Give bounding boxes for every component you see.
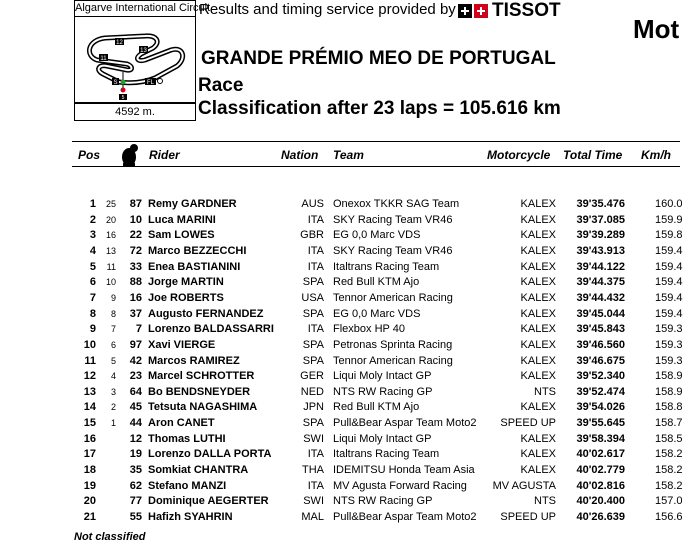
rider-number: 55 bbox=[129, 511, 142, 523]
average-speed: 158.2 bbox=[655, 464, 683, 477]
average-speed: 160.0 bbox=[655, 198, 683, 210]
result-position: 4 bbox=[89, 244, 96, 257]
rider-number: 23 bbox=[129, 370, 142, 383]
average-speed: 158.2 bbox=[655, 448, 683, 461]
average-speed: 159.4 bbox=[655, 244, 683, 257]
result-position: 3 bbox=[89, 229, 96, 242]
table-row bbox=[0, 510, 683, 526]
map-label-11: 11 bbox=[100, 56, 107, 62]
rider-nation: JPN bbox=[303, 401, 324, 414]
grid-position: 7 bbox=[110, 324, 116, 335]
total-time: 39'35.476 bbox=[576, 198, 625, 210]
total-time: 39'45.044 bbox=[576, 307, 625, 320]
motorcycle-make: KALEX bbox=[520, 307, 556, 320]
rider-name: Luca MARINI bbox=[148, 213, 216, 226]
classification-title: Classification after 23 laps = 105.616 km bbox=[198, 98, 561, 119]
result-position: 1 bbox=[89, 198, 96, 210]
average-speed: 158.5 bbox=[655, 432, 683, 445]
not-classified-heading: Not classified bbox=[74, 531, 146, 543]
column-header-total-time: Total Time bbox=[563, 148, 623, 162]
rider-nation: SPA bbox=[302, 276, 324, 289]
grid-position: 13 bbox=[105, 245, 116, 256]
rider-number: 64 bbox=[129, 385, 142, 398]
table-row bbox=[0, 275, 683, 291]
average-speed: 158.7 bbox=[655, 417, 683, 430]
circuit-map-icon bbox=[75, 16, 195, 102]
result-position: 15 bbox=[83, 417, 96, 430]
table-row bbox=[0, 260, 683, 276]
result-position: 17 bbox=[83, 448, 96, 461]
motorcycle-make: NTS bbox=[534, 495, 556, 508]
rider-number: 97 bbox=[129, 338, 142, 351]
result-position: 11 bbox=[84, 354, 96, 367]
average-speed: 159.4 bbox=[655, 291, 683, 304]
team-name: Liqui Moly Intact GP bbox=[333, 432, 432, 445]
team-name: SKY Racing Team VR46 bbox=[333, 213, 453, 226]
result-position: 5 bbox=[89, 260, 96, 273]
average-speed: 158.2 bbox=[655, 479, 683, 492]
motorcycle-make: KALEX bbox=[520, 260, 556, 273]
total-time: 39'46.675 bbox=[576, 354, 625, 367]
table-row bbox=[0, 447, 683, 463]
motorcycle-make: KALEX bbox=[520, 448, 556, 461]
result-position: 18 bbox=[83, 464, 96, 477]
result-position: 2 bbox=[89, 213, 96, 226]
rider-name: Marcel SCHROTTER bbox=[148, 370, 255, 383]
table-row bbox=[0, 322, 683, 338]
circuit-length: 4592 m. bbox=[74, 103, 196, 121]
table-row bbox=[0, 244, 683, 260]
table-row bbox=[0, 416, 683, 432]
circuit-name: Algarve International Circuit bbox=[74, 0, 196, 17]
team-name: IDEMITSU Honda Team Asia bbox=[333, 464, 475, 477]
total-time: 39'37.085 bbox=[576, 213, 625, 226]
rider-number: 77 bbox=[129, 495, 142, 508]
rider-nation: AUS bbox=[301, 198, 324, 210]
motorcycle-make: KALEX bbox=[520, 401, 556, 414]
rider-number: 33 bbox=[129, 260, 142, 273]
motorcycle-make: MV AGUSTA bbox=[492, 479, 556, 492]
rider-name: Thomas LUTHI bbox=[148, 432, 226, 445]
rider-nation: USA bbox=[301, 291, 324, 304]
average-speed: 157.0 bbox=[655, 495, 683, 508]
rider-name: Jorge MARTIN bbox=[148, 276, 224, 289]
rider-number: 62 bbox=[129, 479, 142, 492]
rider-number: 22 bbox=[129, 229, 142, 242]
team-name: Pull&Bear Aspar Team Moto2 bbox=[333, 511, 477, 523]
average-speed: 159.8 bbox=[655, 229, 683, 242]
rider-name: Tetsuta NAGASHIMA bbox=[148, 401, 258, 414]
table-row bbox=[0, 338, 683, 354]
rider-nation: SWI bbox=[303, 495, 324, 508]
average-speed: 159.4 bbox=[655, 260, 683, 273]
average-speed: 156.6 bbox=[655, 511, 683, 523]
team-name: Tennor American Racing bbox=[333, 291, 453, 304]
rider-nation: MAL bbox=[301, 511, 324, 523]
rider-name: Joe ROBERTS bbox=[148, 291, 224, 304]
average-speed: 159.3 bbox=[655, 354, 683, 367]
result-position: 6 bbox=[89, 276, 96, 289]
rider-nation: ITA bbox=[307, 323, 324, 336]
grid-position: 11 bbox=[106, 261, 116, 272]
map-label-fl: FL bbox=[146, 80, 155, 86]
grid-position: 20 bbox=[105, 214, 116, 225]
grid-position: 16 bbox=[105, 230, 116, 241]
team-name: MV Agusta Forward Racing bbox=[333, 479, 467, 492]
motorcycle-make: KALEX bbox=[520, 198, 556, 210]
rider-name: Somkiat CHANTRA bbox=[148, 464, 249, 477]
motorcycle-make: SPEED UP bbox=[500, 417, 556, 430]
session-name: Race bbox=[198, 75, 244, 96]
total-time: 39'52.474 bbox=[576, 385, 625, 398]
team-name: Flexbox HP 40 bbox=[333, 323, 405, 336]
total-time: 39'43.913 bbox=[576, 244, 625, 257]
column-header-nation: Nation bbox=[281, 148, 319, 162]
team-name: Red Bull KTM Ajo bbox=[333, 401, 420, 414]
grid-position: 2 bbox=[110, 402, 116, 413]
rider-number: 35 bbox=[129, 464, 142, 477]
rider-number: 16 bbox=[129, 291, 142, 304]
total-time: 39'44.432 bbox=[576, 291, 625, 304]
rider-name: Hafizh SYAHRIN bbox=[148, 511, 233, 523]
total-time: 40'02.816 bbox=[576, 479, 625, 492]
result-position: 16 bbox=[83, 432, 96, 445]
grid-position: 10 bbox=[105, 277, 116, 288]
column-header-rider: Rider bbox=[149, 148, 180, 162]
average-speed: 159.9 bbox=[655, 213, 683, 226]
tissot-cross-icon bbox=[458, 4, 472, 18]
result-position: 13 bbox=[83, 385, 96, 398]
rider-nation: SWI bbox=[303, 432, 324, 445]
motorcycle-make: KALEX bbox=[520, 276, 556, 289]
average-speed: 159.3 bbox=[655, 338, 683, 351]
tissot-wordmark: TISSOT bbox=[492, 0, 561, 21]
total-time: 39'39.289 bbox=[576, 229, 625, 242]
motorcycle-make: KALEX bbox=[520, 432, 556, 445]
grid-position: 1 bbox=[110, 418, 116, 429]
total-time: 40'02.617 bbox=[576, 448, 625, 461]
table-row bbox=[0, 432, 683, 448]
total-time: 39'55.645 bbox=[576, 417, 625, 430]
motorcycle-make: KALEX bbox=[520, 370, 556, 383]
map-label-12: 12 bbox=[116, 40, 123, 46]
rider-number: 72 bbox=[129, 244, 142, 257]
motorcycle-make: KALEX bbox=[520, 323, 556, 336]
average-speed: 159.3 bbox=[655, 323, 683, 336]
motorcycle-make: KALEX bbox=[520, 213, 556, 226]
rider-number: 44 bbox=[129, 417, 142, 430]
rider-name: Enea BASTIANINI bbox=[148, 260, 241, 273]
motorcycle-make: KALEX bbox=[520, 338, 556, 351]
result-position: 7 bbox=[89, 291, 96, 304]
column-header-pos: Pos bbox=[78, 148, 101, 162]
rider-number: 12 bbox=[129, 432, 142, 445]
motorcycle-make: KALEX bbox=[520, 464, 556, 477]
circuit-map bbox=[74, 16, 196, 103]
total-time: 39'44.375 bbox=[576, 276, 625, 289]
rider-name: Bo BENDSNEYDER bbox=[148, 385, 251, 398]
table-row bbox=[0, 494, 683, 510]
motorcycle-make: KALEX bbox=[520, 229, 556, 242]
category-label: Mot bbox=[633, 14, 680, 44]
result-position: 9 bbox=[89, 323, 96, 336]
team-name: Onexox TKKR SAG Team bbox=[333, 198, 460, 210]
tissot-cross-icon bbox=[474, 4, 488, 18]
result-position: 10 bbox=[83, 338, 96, 351]
grid-position: 4 bbox=[110, 371, 116, 382]
team-name: NTS RW Racing GP bbox=[333, 495, 433, 508]
team-name: Tennor American Racing bbox=[333, 354, 453, 367]
rider-nation: ITA bbox=[307, 448, 324, 461]
rider-number: 10 bbox=[129, 213, 142, 226]
map-label-5: 5 bbox=[121, 95, 125, 101]
column-header-kmh: Km/h bbox=[641, 148, 671, 162]
rider-nation: NED bbox=[300, 385, 324, 398]
table-row bbox=[0, 479, 683, 495]
total-time: 40'02.779 bbox=[576, 464, 625, 477]
team-name: Red Bull KTM Ajo bbox=[333, 276, 420, 289]
rider-nation: GBR bbox=[300, 229, 324, 242]
grid-position: 5 bbox=[110, 355, 116, 366]
rider-name: Xavi VIERGE bbox=[148, 338, 216, 351]
team-name: EG 0,0 Marc VDS bbox=[333, 229, 421, 242]
rider-number: 88 bbox=[129, 276, 142, 289]
event-title: GRANDE PRÉMIO MEO DE PORTUGAL bbox=[201, 48, 556, 69]
rider-name: Marco BEZZECCHI bbox=[148, 244, 247, 257]
rider-nation: ITA bbox=[307, 260, 324, 273]
total-time: 39'46.560 bbox=[576, 338, 625, 351]
motorcycle-make: KALEX bbox=[520, 354, 556, 367]
column-header-team: Team bbox=[333, 148, 364, 162]
motorcycle-make: KALEX bbox=[520, 244, 556, 257]
total-time: 39'52.340 bbox=[576, 370, 625, 383]
rider-nation: SPA bbox=[302, 417, 324, 430]
rider-nation: GER bbox=[300, 370, 324, 383]
result-position: 8 bbox=[89, 307, 96, 320]
motorcycle-make: SPEED UP bbox=[500, 511, 556, 523]
team-name: Italtrans Racing Team bbox=[333, 448, 440, 461]
rider-name: Marcos RAMIREZ bbox=[148, 354, 240, 367]
average-speed: 158.9 bbox=[655, 385, 683, 398]
tissot-logo bbox=[458, 2, 561, 20]
table-row bbox=[0, 228, 683, 244]
rider-nation: ITA bbox=[307, 213, 324, 226]
team-name: SKY Racing Team VR46 bbox=[333, 244, 453, 257]
total-time: 39'54.026 bbox=[576, 401, 625, 414]
rider-number: 19 bbox=[129, 448, 142, 461]
rider-name: Stefano MANZI bbox=[148, 479, 227, 492]
table-row bbox=[0, 197, 683, 213]
rider-nation: ITA bbox=[307, 244, 324, 257]
map-label-13: 13 bbox=[140, 48, 147, 54]
header-rule-top bbox=[72, 141, 680, 142]
grid-position: 9 bbox=[110, 292, 116, 303]
average-speed: 158.8 bbox=[655, 401, 683, 414]
grid-position: 6 bbox=[110, 339, 116, 350]
team-name: Italtrans Racing Team bbox=[333, 260, 440, 273]
rider-nation: SPA bbox=[302, 307, 324, 320]
rider-number: 7 bbox=[135, 323, 142, 336]
table-row bbox=[0, 385, 683, 401]
team-name: Petronas Sprinta Racing bbox=[333, 338, 453, 351]
result-position: 12 bbox=[83, 370, 96, 383]
map-label-s: S bbox=[113, 80, 118, 86]
rider-number: 37 bbox=[129, 307, 142, 320]
rider-number: 45 bbox=[129, 401, 142, 414]
total-time: 39'45.843 bbox=[576, 323, 625, 336]
rider-name: Sam LOWES bbox=[148, 229, 215, 242]
table-row bbox=[0, 369, 683, 385]
result-position: 20 bbox=[83, 495, 96, 508]
average-speed: 159.4 bbox=[655, 307, 683, 320]
result-position: 14 bbox=[83, 401, 96, 414]
rider-number: 87 bbox=[129, 198, 142, 210]
table-row bbox=[0, 463, 683, 479]
table-row bbox=[0, 213, 683, 229]
rider-name: Lorenzo DALLA PORTA bbox=[148, 448, 272, 461]
rider-name: Lorenzo BALDASSARRI bbox=[148, 323, 274, 336]
average-speed: 159.4 bbox=[655, 276, 683, 289]
rider-nation: ITA bbox=[307, 479, 324, 492]
total-time: 40'26.639 bbox=[576, 511, 625, 523]
table-row bbox=[0, 291, 683, 307]
result-position: 21 bbox=[83, 511, 96, 523]
rider-nation: SPA bbox=[302, 338, 324, 351]
column-header-motorcycle: Motorcycle bbox=[487, 148, 551, 162]
rider-motorcycle-icon bbox=[117, 142, 145, 168]
table-row bbox=[0, 307, 683, 323]
rider-name: Remy GARDNER bbox=[148, 198, 237, 210]
header-rule-bottom bbox=[72, 166, 680, 167]
rider-name: Augusto FERNANDEZ bbox=[148, 307, 264, 320]
average-speed: 158.9 bbox=[655, 370, 683, 383]
team-name: Liqui Moly Intact GP bbox=[333, 370, 432, 383]
grid-position: 3 bbox=[110, 386, 116, 397]
rider-name: Aron CANET bbox=[148, 417, 215, 430]
rider-nation: THA bbox=[302, 464, 324, 477]
rider-name: Dominique AEGERTER bbox=[148, 495, 269, 508]
motorcycle-make: KALEX bbox=[520, 291, 556, 304]
grid-position: 25 bbox=[105, 199, 116, 209]
timing-service-text: Results and timing service provided by bbox=[199, 1, 456, 18]
result-position: 19 bbox=[83, 479, 96, 492]
total-time: 39'58.394 bbox=[576, 432, 625, 445]
rider-number: 42 bbox=[129, 354, 142, 367]
table-row bbox=[0, 354, 683, 370]
total-time: 40'20.400 bbox=[576, 495, 625, 508]
grid-position: 8 bbox=[110, 308, 116, 319]
team-name: NTS RW Racing GP bbox=[333, 385, 433, 398]
team-name: Pull&Bear Aspar Team Moto2 bbox=[333, 417, 477, 430]
total-time: 39'44.122 bbox=[576, 260, 625, 273]
team-name: EG 0,0 Marc VDS bbox=[333, 307, 421, 320]
table-row bbox=[0, 400, 683, 416]
rider-nation: SPA bbox=[302, 354, 324, 367]
motorcycle-make: NTS bbox=[534, 385, 556, 398]
